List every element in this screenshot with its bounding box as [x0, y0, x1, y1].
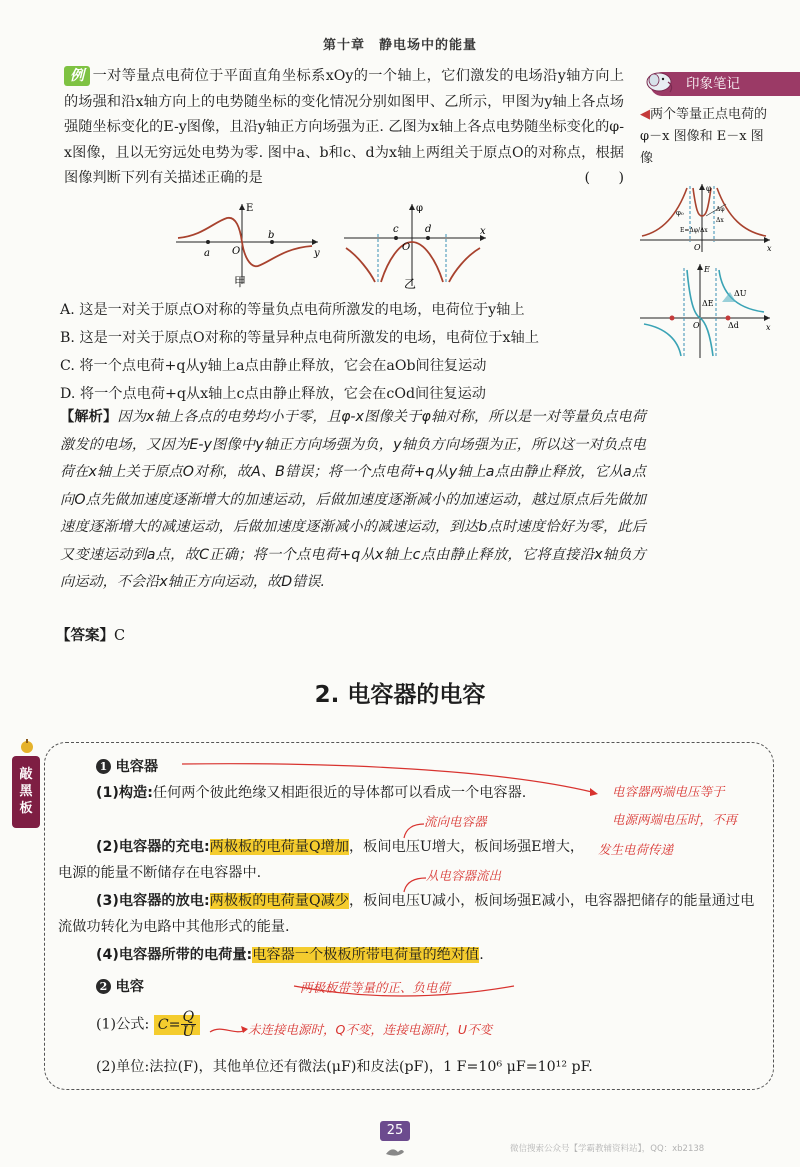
bullet-1: 1 [96, 759, 111, 774]
para-discharging-hl: 两极板的电荷量Q减少 [209, 893, 349, 909]
E-x-label: x [766, 323, 771, 332]
dphi-label: Δφ [716, 206, 725, 213]
sidebar-note-text: 两个等量正点电荷的 φ－x 图像和 E－x 图像 [640, 107, 768, 166]
hw-arrow-1 [180, 756, 610, 808]
hw-note-2: 电源两端电压时，不再 [612, 812, 738, 827]
yi-label-d: d [425, 224, 432, 235]
para-charging-hl: 两极板的电荷量Q增加 [209, 839, 349, 855]
analysis [60, 404, 646, 597]
yi-axis-phi: φ [416, 203, 424, 214]
formula-lhs: C= [157, 1016, 181, 1033]
formula-label: (1)公式: [96, 1016, 150, 1033]
figure-yi [340, 200, 490, 290]
example-stem-text: 一对等量点电荷位于平面直角坐标系xOy的一个轴上，它们激发的电场沿y轴方向上的场强和沿x轴方向上的电势随坐标的变化情况分别如图甲、乙所示，甲图为y轴上各点场强随坐标变化的E-y图像，且沿y轴正方向场强为正. 乙图为x轴上各点电势随坐标变化的φ-x图像，且以无穷远处电势为零. 图中a、b和c、d为x轴上两组关于原点O的对称点，根据图像判断下列有关描述正确的是 [64, 68, 624, 186]
yi-axis-x: x [480, 226, 486, 237]
hw-note-3: 流向电容器 [424, 814, 487, 829]
heading-capacitance-text: 电容 [115, 979, 144, 995]
para-charging [58, 834, 598, 886]
phi-axis-label: φ [706, 184, 712, 193]
section-title: 2. 电容器的电容 [314, 682, 486, 708]
hw-note-6: 两极板带等量的正、负电荷 [300, 980, 451, 995]
para-discharging [58, 888, 766, 940]
dx-label: Δx [716, 217, 724, 224]
dU-label: ΔU [734, 289, 747, 298]
para-charge-hl: 电容器一个极板所带电荷量的绝对值 [252, 947, 480, 963]
phi-origin: O [694, 243, 701, 252]
yi-origin: O [402, 242, 411, 253]
dE-label: ΔE [702, 299, 714, 308]
acorn-icon [18, 738, 36, 754]
bird-icon [384, 1144, 406, 1158]
heading-capacitor [96, 754, 158, 780]
yi-y-arrow [409, 204, 415, 210]
chapter-header: 第十章 静电场中的能量 [322, 38, 477, 53]
dd-label: Δd [728, 321, 739, 330]
para-charge-end: . [479, 947, 484, 963]
jia-origin: O [232, 246, 241, 257]
options-list [60, 296, 640, 408]
yi-point-c [394, 236, 398, 240]
hw-arrow-5 [400, 872, 428, 894]
unit-text: 法拉(F)，其他单位还有微法(μF)和皮法(pF)，1 F=10⁶ μF=10¹² pF. [149, 1059, 593, 1075]
yi-point-d [426, 236, 430, 240]
answer-bracket: ( ) [584, 170, 624, 186]
heading-capacitor-text: 电容器 [115, 759, 159, 775]
sidebar-phi-graph [636, 182, 776, 256]
sidebar-title: 印象笔记 [650, 72, 800, 96]
yi-label-c: c [393, 224, 399, 235]
para-charging-label: (2)电容器的充电: [96, 839, 210, 855]
answer-label: 【答案】 [56, 628, 114, 644]
jia-axis-E: E [246, 203, 254, 214]
example-tag: 例 [64, 66, 90, 86]
para-discharging-text: ，板间电压U减小，板间场强E减小，电容器把储存的能量通过电流做功转化为电路中其他形式的能量. [58, 893, 755, 935]
para-discharging-label: (3)电容器的放电: [96, 893, 210, 909]
option-c: C. 将一个点电荷+q从y轴上a点由静止释放，它会在aOb间往复运动 [60, 358, 487, 374]
elephant-icon [644, 66, 674, 94]
yi-caption: 乙 [404, 277, 417, 290]
side-tab [12, 756, 40, 828]
sidebar-note [640, 104, 772, 170]
formula-den: U [182, 1024, 195, 1040]
jia-label-b: b [268, 230, 275, 241]
sidebar-E-graph [636, 262, 776, 362]
para-construction-label: (1)构造: [96, 785, 153, 801]
phi-x-label: x [767, 244, 772, 253]
hw-arrow-3 [400, 818, 426, 842]
para-charge-label: (4)电容器所带的电荷量: [96, 947, 253, 963]
jia-caption: 甲 [234, 275, 247, 288]
heading-capacitance [96, 974, 144, 1000]
formula [154, 1009, 200, 1040]
formula-fraction [181, 1010, 197, 1039]
hw-note-5: 从电容器流出 [426, 868, 502, 883]
formula-line [96, 1010, 200, 1039]
page-number: 25 [380, 1121, 410, 1141]
option-a: A. 这是一对关于原点O对称的等量负点电荷所激发的电场，电荷位于y轴上 [60, 302, 525, 318]
E-axis-label: E [704, 265, 710, 274]
hw-note-1: 电容器两端电压等于 [612, 784, 725, 799]
phi0-label: φ₀ [676, 209, 684, 217]
yi-curve-left [346, 248, 375, 282]
triangle-icon: ◀ [640, 107, 650, 122]
answer [56, 624, 125, 645]
analysis-text: 因为x轴上各点的电势均小于零，且φ-x图像关于φ轴对称，所以是一对等量负点电荷激发的电场，又因为E-y图像中y轴正方向场强为负，y轴负方向场强为正，所以这一对负点电荷在x轴上关于原点O对称，故A、B错误；将一个点电荷+q从y轴上a点由静止释放，它从a点向O点先做加速度逐渐增大的加速运动，后做加速度逐渐减小的加速运动，越过原点后先做加速度逐渐增大的减速运动，后做加速度逐渐减小的减速运动，到达b点时速度恰好为零，此后又变速运动到a点，故C正确；将一个点电荷+q从x轴上c点由静止释放，它将直接沿x轴负方向运动，不会沿x轴正方向运动，故D错误. [60, 409, 646, 590]
para-construction-text: 任何两个彼此绝缘又相距很近的导体都可以看成一个电容器. [152, 785, 527, 801]
analysis-label: 【解析】 [60, 409, 118, 425]
unit-line [96, 1054, 736, 1080]
hw-brace [290, 984, 520, 1008]
example-stem [64, 64, 624, 192]
para-charge [96, 942, 756, 968]
jia-x-arrow [312, 239, 318, 245]
unit-label: (2)单位: [96, 1059, 150, 1075]
hw-arrow-7 [206, 1020, 250, 1040]
jia-axis-y: y [314, 248, 320, 259]
option-b: B. 这是一对关于原点O对称的等量异种点电荷所激发的电场，电荷位于x轴上 [60, 330, 539, 346]
figure-jia [172, 200, 322, 288]
hw-note-4: 发生电荷传递 [598, 842, 674, 857]
bullet-2: 2 [96, 979, 111, 994]
jia-label-a: a [204, 248, 210, 259]
para-charging-text: ，板间电压U增大，板间场强E增大，电源的能量不断储存在电容器中. [58, 839, 585, 881]
formula-num: Q [182, 1009, 195, 1025]
yi-curve-right [449, 248, 480, 282]
answer-value: C [114, 628, 126, 644]
hw-note-7: 未连接电源时，Q不变，连接电源时，U不变 [248, 1022, 492, 1037]
jia-point-a [206, 240, 210, 244]
e-ratio-label: E=Δφ/Δx [680, 227, 708, 234]
E-origin: O [693, 321, 700, 330]
option-d: D. 将一个点电荷+q从x轴上c点由静止释放，它会在cOd间往复运动 [60, 386, 486, 402]
side-tab-text: 敲黑板 [19, 767, 33, 816]
jia-y-arrow [239, 204, 245, 210]
watermark: 微信搜索公众号【学霸教辅资料站】，QQ：xb2138 [510, 1144, 705, 1154]
